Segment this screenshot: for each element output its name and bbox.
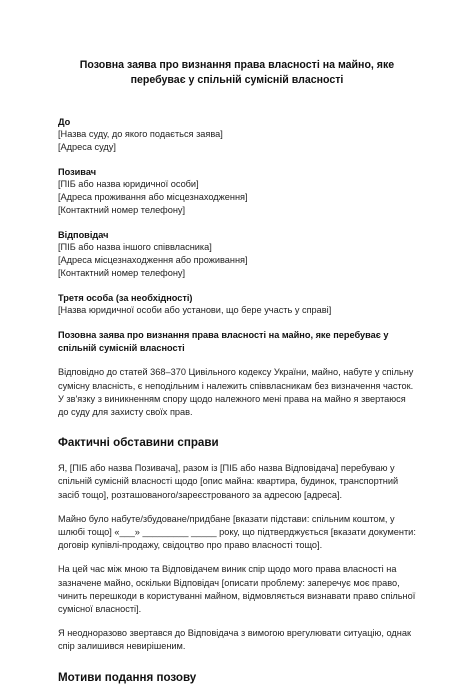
- third-party-block: [58, 292, 416, 317]
- plaintiff-address-line: [Адреса проживання або місцезнаходження]: [58, 192, 248, 202]
- plaintiff-heading: Позивач: [58, 167, 97, 177]
- third-party-heading: Третя особа (за необхідності): [58, 293, 193, 303]
- plaintiff-phone-line: [Контактний номер телефону]: [58, 205, 186, 215]
- to-block: [58, 116, 416, 154]
- defendant-phone-line: [Контактний номер телефону]: [58, 268, 186, 278]
- facts-paragraph: Я неодноразово звертався до Відповідача з вимогою врегулювати ситуацію, однак спір залишився невирішеним.: [58, 628, 411, 652]
- court-address-line: [Адреса суду]: [58, 142, 116, 152]
- document-title: Позовна заява про визнання права власності на майно, яке перебуває у спільній сумісній власності: [79, 59, 395, 86]
- motives-section-heading: Мотиви подання позову: [58, 670, 197, 684]
- to-heading: До: [58, 117, 71, 127]
- defendant-heading: Відповідач: [58, 230, 109, 240]
- facts-paragraph: На цей час між мною та Відповідачем виник спір щодо мого права власності на зазначене майно, оскільки Відповідач [описати проблему: заперечує моє право, чинить перешкоди в користуванні майном, відмовляється визнавати право спільної сумісної власності].: [58, 564, 416, 615]
- defendant-address-line: [Адреса місцезнаходження або проживання]: [58, 255, 248, 265]
- plaintiff-block: [58, 166, 416, 217]
- third-party-name-line: [Назва юридичної особи або установи, що бере участь у справі]: [58, 305, 332, 315]
- intro-paragraph: Відповідно до статей 368–370 Цивільного кодексу України, майно, набуте у спільну сумісну власність, є неподільним і належить співвласникам без визначення часток. У зв'язку з виникненням спору щодо належного мені права на майно я звертаюся до суду для захисту своїх прав.: [58, 367, 414, 418]
- defendant-block: [58, 229, 416, 280]
- claim-heading: Позовна заява про визнання права власності на майно, яке перебуває у спільній сумісній власності: [58, 330, 389, 354]
- facts-paragraph: Я, [ПІБ або назва Позивача], разом із [ПІБ або назва Відповідача] перебуваю у спільній сумісній власності щодо [опис майна: квартира, будинок, транспортний засіб тощо], розташованого/зареєстрованого за адресою [адреса].: [58, 463, 399, 500]
- defendant-name-line: [ПІБ або назва іншого співвласника]: [58, 242, 212, 252]
- plaintiff-name-line: [ПІБ або назва юридичної особи]: [58, 179, 199, 189]
- facts-paragraph: Майно було набуте/збудоване/придбане [вказати підстави: спільним коштом, у шлюбі тощо] «___» _________ _____ року, що підтверджується [вказати документи: договір купівлі-продажу, свідоцтво про право власності тощо].: [58, 513, 416, 551]
- facts-section-heading: Фактичні обставини справи: [58, 436, 219, 450]
- court-name-line: [Назва суду, до якого подається заява]: [58, 129, 223, 139]
